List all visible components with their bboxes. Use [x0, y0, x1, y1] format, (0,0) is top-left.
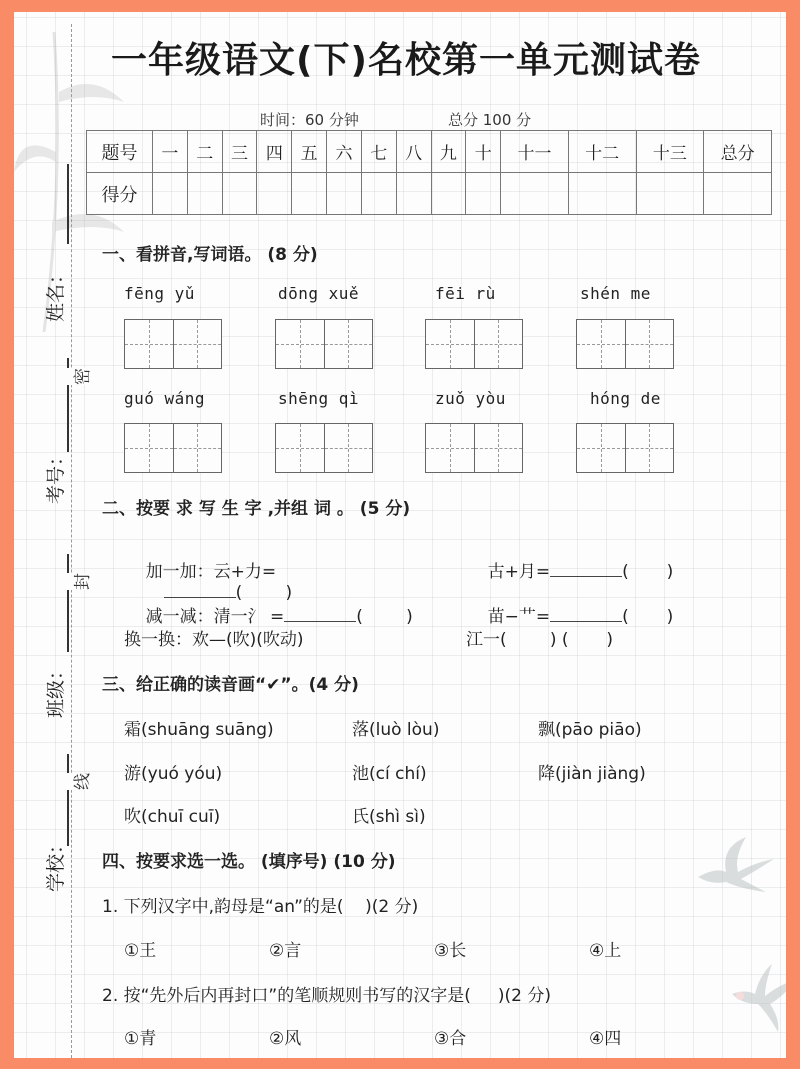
- option-item[interactable]: ④四: [589, 1029, 622, 1049]
- score-cell[interactable]: [501, 173, 569, 215]
- option-item[interactable]: ③合: [434, 1029, 467, 1049]
- seal-char-xian: 线: [66, 773, 95, 790]
- exam-paper: [14, 12, 786, 1058]
- school-field-line[interactable]: [67, 754, 69, 846]
- column-header: 十一: [501, 131, 569, 173]
- class-field-line[interactable]: [67, 554, 69, 652]
- pronunciation-item[interactable]: 氏(shì sì): [352, 807, 426, 827]
- column-header: 六: [327, 131, 362, 173]
- option-item[interactable]: ④上: [589, 941, 622, 961]
- answer-blank[interactable]: [284, 606, 356, 622]
- class-label: 班级：: [45, 660, 68, 719]
- word-paren[interactable]: ( ): [235, 583, 293, 603]
- section-1-title: 一、看拼音,写词语。 (8 分): [102, 245, 318, 265]
- column-header: 八: [396, 131, 431, 173]
- question-number-label: 题号: [87, 131, 153, 173]
- writing-grid[interactable]: [124, 319, 222, 369]
- option-item[interactable]: ①王: [124, 941, 157, 961]
- writing-grid[interactable]: [275, 319, 373, 369]
- name-label: 姓名：: [45, 264, 68, 323]
- score-cell[interactable]: [222, 173, 257, 215]
- writing-grid[interactable]: [275, 423, 373, 473]
- pinyin-label: hóng de: [590, 389, 661, 408]
- pronunciation-item[interactable]: 飘(pāo piāo): [538, 720, 642, 740]
- score-cell[interactable]: [466, 173, 501, 215]
- name-field-line[interactable]: [67, 164, 69, 244]
- column-header: 十三: [636, 131, 704, 173]
- pinyin-label: guó wáng: [124, 389, 206, 408]
- column-header: 九: [431, 131, 466, 173]
- score-table-score-row: [87, 173, 772, 215]
- score-cell[interactable]: [431, 173, 466, 215]
- exam-number-label: 考号：: [45, 446, 68, 505]
- exercise-prompt: 古+月=: [487, 562, 551, 582]
- column-header: 二: [187, 131, 222, 173]
- word-paren[interactable]: ( ): [356, 607, 413, 627]
- score-cell[interactable]: [292, 173, 327, 215]
- option-item[interactable]: ①青: [124, 1029, 157, 1049]
- pronunciation-item[interactable]: 池(cí chí): [352, 764, 427, 784]
- writing-grid[interactable]: [124, 423, 222, 473]
- section-4-title: 四、按要求选一选。 (填序号) (10 分): [102, 852, 396, 872]
- exercise-prompt: 加一加：云+力=: [145, 562, 277, 582]
- option-item[interactable]: ②言: [269, 941, 302, 961]
- score-cell[interactable]: [568, 173, 636, 215]
- section-3-title: 三、给正确的读音画“✔”。(4 分): [102, 675, 359, 695]
- exam-time: 时间：60 分钟: [260, 111, 359, 129]
- writing-grid[interactable]: [425, 319, 523, 369]
- swap-exercise-right[interactable]: 江一( ) ( ): [466, 630, 613, 650]
- column-header: 七: [361, 131, 396, 173]
- score-cell[interactable]: [396, 173, 431, 215]
- pronunciation-item[interactable]: 落(luò lòu): [352, 720, 440, 740]
- swallow-icon: [696, 837, 776, 897]
- writing-grid[interactable]: [576, 319, 674, 369]
- seal-char-mi: 密: [66, 368, 95, 385]
- score-cell[interactable]: [327, 173, 362, 215]
- pinyin-label: shēng qì: [278, 389, 360, 408]
- swap-exercise-left: 换一换：欢—(吹)(吹动): [124, 630, 304, 650]
- exam-total-score: 总分 100 分: [448, 111, 532, 129]
- score-label: 得分: [87, 173, 153, 215]
- answer-blank[interactable]: [550, 561, 622, 577]
- column-header: 十二: [568, 131, 636, 173]
- pronunciation-item[interactable]: 吹(chuī cuī): [124, 807, 221, 827]
- score-table-header-row: [87, 131, 772, 173]
- pinyin-label: shén me: [580, 284, 651, 303]
- column-header: 三: [222, 131, 257, 173]
- word-paren[interactable]: ( ): [622, 607, 674, 627]
- option-item[interactable]: ②风: [269, 1029, 302, 1049]
- section-2-title: 二、按要 求 写 生 字 ,并组 词 。 (5 分): [102, 499, 411, 519]
- pinyin-label: fēng yǔ: [124, 284, 195, 303]
- score-cell[interactable]: [187, 173, 222, 215]
- seal-char-feng: 封: [66, 573, 95, 590]
- exercise-prompt: 减一减：清一氵 =: [145, 607, 285, 627]
- pronunciation-item[interactable]: 霜(shuāng suāng): [124, 720, 274, 740]
- column-header: 四: [257, 131, 292, 173]
- score-cell[interactable]: [704, 173, 772, 215]
- option-item[interactable]: ③长: [434, 941, 467, 961]
- exam-title: 一年级语文(下)名校第一单元测试卷: [111, 40, 701, 81]
- pinyin-label: dōng xuě: [278, 284, 360, 303]
- score-cell[interactable]: [153, 173, 188, 215]
- score-cell[interactable]: [636, 173, 704, 215]
- score-table: [86, 130, 772, 215]
- question-1-text: 1. 下列汉字中,韵母是“an”的是( )(2 分): [102, 897, 419, 917]
- column-header: 十: [466, 131, 501, 173]
- binding-dashed-line: [71, 24, 72, 1058]
- pinyin-label: fēi rù: [435, 284, 496, 303]
- answer-blank[interactable]: [550, 606, 622, 622]
- exercise-prompt: 苗−艹=: [487, 607, 551, 627]
- pronunciation-item[interactable]: 游(yuó yóu): [124, 764, 223, 784]
- column-header: 总分: [704, 131, 772, 173]
- word-paren[interactable]: ( ): [622, 562, 674, 582]
- question-2-text: 2. 按“先外后内再封口”的笔顺规则书写的汉字是( )(2 分): [102, 986, 552, 1006]
- score-cell[interactable]: [361, 173, 396, 215]
- pronunciation-item[interactable]: 降(jiàn jiàng): [538, 764, 646, 784]
- writing-grid[interactable]: [425, 423, 523, 473]
- column-header: 五: [292, 131, 327, 173]
- school-label: 学校：: [45, 834, 68, 893]
- pinyin-label: zuǒ yòu: [435, 389, 506, 408]
- writing-grid[interactable]: [576, 423, 674, 473]
- swallow-icon: [730, 964, 786, 1034]
- score-cell[interactable]: [257, 173, 292, 215]
- column-header: 一: [153, 131, 188, 173]
